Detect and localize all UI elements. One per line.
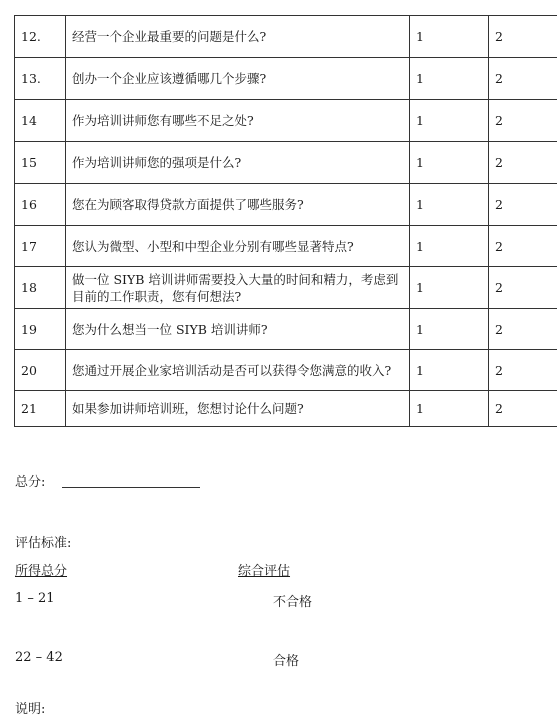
score-option-1: 1 [410,184,489,226]
question-text: 经营一个企业最重要的问题是什么? [66,16,410,58]
table-row [15,391,557,427]
score-option-2: 2 [489,142,557,184]
question-text: 您通过开展企业家培训活动是否可以获得令您满意的收入? [66,350,410,391]
question-number: 16 [15,184,66,226]
table-row [15,350,557,391]
question-number: 17 [15,226,66,267]
criteria-range: 1 – 21 [15,591,55,606]
criteria-title: 评估标准: [15,536,72,551]
score-option-2: 2 [489,226,557,267]
question-text: 如果参加讲师培训班，您想讨论什么问题? [66,391,410,427]
total-label: 总分: [15,475,46,490]
table-row [15,16,557,58]
criteria-range: 22 – 42 [15,650,63,665]
question-number: 19 [15,309,66,350]
score-option-1: 1 [410,350,489,391]
score-option-1: 1 [410,58,489,100]
question-number: 13. [15,58,66,100]
score-option-1: 1 [410,309,489,350]
score-option-2: 2 [489,184,557,226]
total-blank-line [62,487,200,488]
question-number: 21 [15,391,66,427]
question-number: 15 [15,142,66,184]
score-option-1: 1 [410,391,489,427]
score-option-2: 2 [489,309,557,350]
questions-table [14,15,557,427]
question-text: 您认为微型、小型和中型企业分别有哪些显著特点? [66,226,410,267]
table-row [15,226,557,267]
question-number: 14 [15,100,66,142]
table-row [15,267,557,309]
score-option-2: 2 [489,100,557,142]
table-row [15,58,557,100]
question-number: 20 [15,350,66,391]
question-text: 作为培训讲师您有哪些不足之处? [66,100,410,142]
criteria-result: 合格 [273,654,300,669]
question-number: 18 [15,267,66,309]
table-row [15,142,557,184]
score-option-1: 1 [410,16,489,58]
question-text: 您在为顾客取得贷款方面提供了哪些服务? [66,184,410,226]
score-option-1: 1 [410,226,489,267]
score-option-1: 1 [410,142,489,184]
score-option-2: 2 [489,350,557,391]
score-option-1: 1 [410,267,489,309]
score-option-2: 2 [489,58,557,100]
table-row [15,100,557,142]
score-option-2: 2 [489,267,557,309]
note-label: 说明: [15,702,46,717]
question-text: 作为培训讲师您的强项是什么? [66,142,410,184]
question-number: 12. [15,16,66,58]
criteria-header-evaluation: 综合评估 [238,564,291,579]
score-option-1: 1 [410,100,489,142]
table-row [15,184,557,226]
criteria-result: 不合格 [273,595,313,610]
score-option-2: 2 [489,391,557,427]
table-row [15,309,557,350]
score-option-2: 2 [489,16,557,58]
criteria-header-score: 所得总分 [15,564,68,579]
question-text: 创办一个企业应该遵循哪几个步骤? [66,58,410,100]
question-text: 您为什么想当一位 SIYB 培训讲师? [66,309,410,350]
question-text: 做一位 SIYB 培训讲师需要投入大量的时间和精力，考虑到目前的工作职责，您有何想法? [66,267,410,309]
total-score [15,471,45,490]
